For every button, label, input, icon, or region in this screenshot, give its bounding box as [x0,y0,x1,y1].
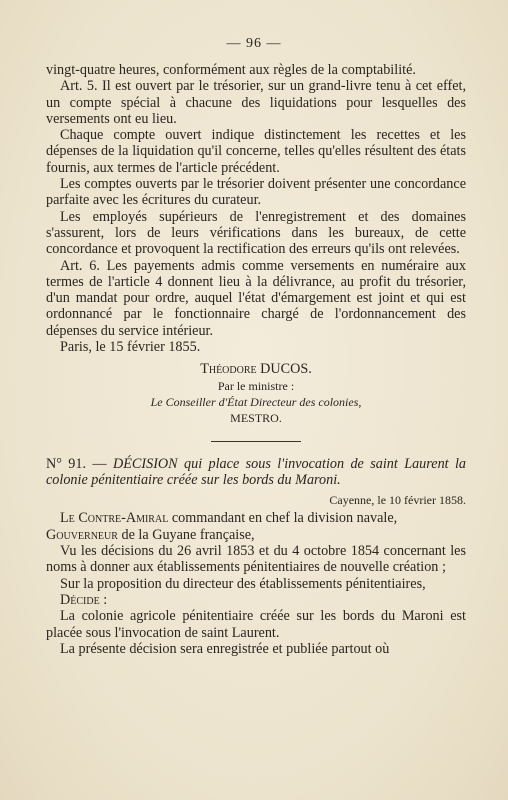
signature-block [46,361,466,426]
decision-heading [46,456,466,489]
decision-title: DÉCISION qui place sous l'invocation de saint Laurent la colonie pénitentiaire créée sur les bords du Maroni. [46,455,467,488]
signature-par: Par le ministre : [217,378,295,393]
paragraph: La présente décision sera enregistrée et publiée partout où [60,640,390,657]
decision-dateline: Cayenne, le 10 février 1858. [329,493,466,508]
paragraph: Les comptes ouverts par le trésorier doivent présenter une concordance parfaite avec les écritures du curateur. [46,176,466,209]
dateline: Paris, le 15 février 1855. [60,339,201,356]
paragraph: Art. 6. Les payements admis comme versements en numéraire aux termes de l'article 4 donnent lieu à la délivrance, au profit du trésorier, d'un mandat pour ordre, auquel l'état d'émargement est joint et qui est ordonnancé par le fonctionnaire chargé de l'ordonnancement des dépenses du service intérieur. [46,257,466,339]
paragraph: vingt-quatre heures, conformément aux règles de la comptabilité. [46,62,416,78]
signature-signer: MESTRO. [230,411,282,426]
paragraph: La colonie agricole pénitentiaire créée sur les bords du Maroni est placée sous l'invocation de saint Laurent. [46,608,466,641]
paragraph: Sur la proposition du directeur des établissements pénitentiaires, [60,575,426,592]
decide-label: Décide : [60,591,108,608]
paragraph: Chaque compte ouvert indique distinctement les recettes et les dépenses de la liquidation qu'il concerne, telles qu'elles résultent des états fournis, aux termes de l'article précédent. [46,127,466,176]
page-number: — 96 — [226,36,282,51]
decision-number: N° 91. — [46,455,107,472]
authority-text: de la Guyane française, [117,526,255,543]
decision-authority-2 [46,527,466,543]
page-body [46,62,466,657]
authority-title: Le Contre-Amiral [60,510,169,527]
signature-name: Théodore DUCOS. [200,361,312,378]
paragraph: Art. 5. Il est ouvert par le trésorier, sur un grand-livre tenu à cet effet, un compte spécial à chacune des liquidations pour lesquelles des versements ont eu lieu. [46,78,466,127]
authority-title: Gouverneur [46,526,118,543]
authority-text: commandant en chef la division navale, [168,510,398,527]
decision-authority-1 [46,510,466,526]
paragraph: Vu les décisions du 26 avril 1853 et du 4 octobre 1854 concernant les noms à donner aux établissements pénitentiaires de nouvelle création ; [46,543,466,576]
paragraph: Les employés supérieurs de l'enregistrement et des domaines s'assurent, lors de leurs vérifications dans les bureaux, de cette concordance et provoquent la rectification des erreurs qu'ils ont relevées. [46,208,466,258]
signature-role: Le Conseiller d'État Directeur des colonies, [150,394,362,409]
divider [211,441,301,442]
